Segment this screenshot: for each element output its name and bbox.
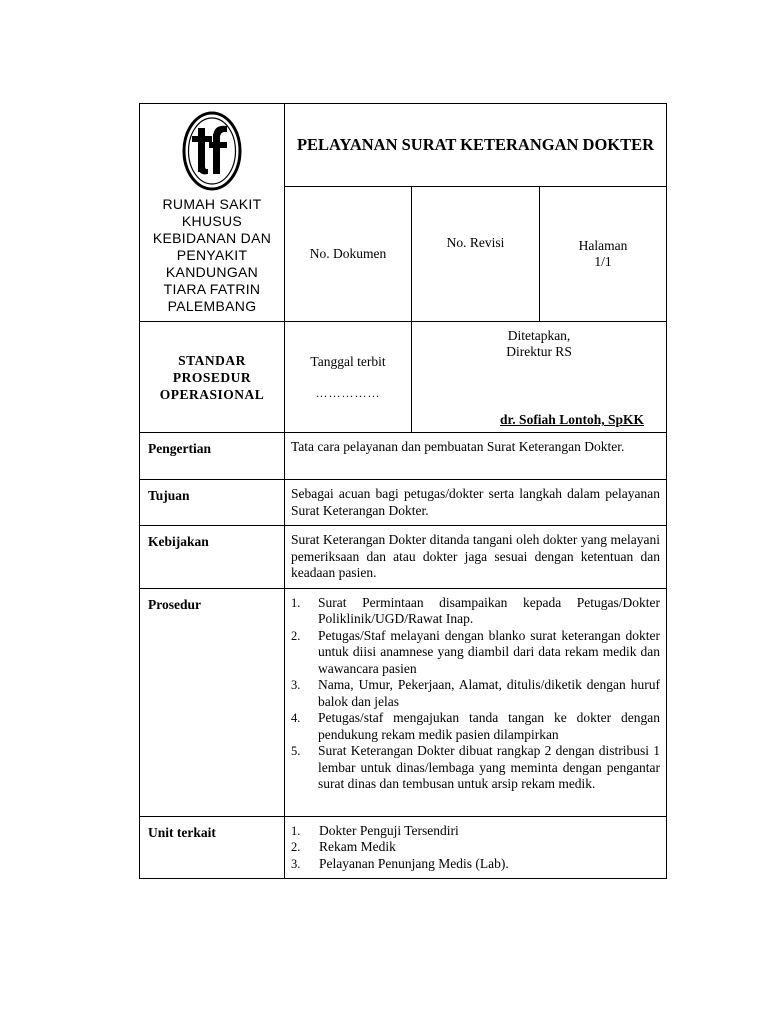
- no-revisi-label: No. Revisi: [446, 234, 505, 250]
- prosedur-cell: [285, 588, 667, 816]
- ditetapkan-label: Ditetapkan,: [507, 328, 571, 343]
- kebijakan-label: Kebijakan: [140, 526, 285, 589]
- prosedur-item: 5. Surat Keterangan Dokter dibuat rangkap 2 dengan distribusi 1 lembar untuk dinas/lembaga yang meminta dengan pengantar surat dinas dan tembusan untuk arsip rekam medik.: [291, 743, 661, 791]
- direktur-label: Direktur RS: [506, 344, 572, 359]
- halaman-value: 1/1: [594, 253, 612, 269]
- hospital-logo-icon: [181, 110, 243, 192]
- sop-document-table: [139, 103, 667, 879]
- hospital-header-cell: [140, 104, 285, 322]
- halaman-cell: [540, 186, 667, 321]
- tanggal-placeholder: ……………: [315, 385, 381, 400]
- prosedur-item: 4. Petugas/staf mengajukan tanda tangan ke dokter dengan pendukung rekam medik pasien dilampirkan: [291, 710, 661, 742]
- prosedur-item: 1. Surat Permintaan disampaikan kepada Petugas/Dokter Poliklinik/UGD/Rawat Inap.: [291, 594, 661, 626]
- signer-name: dr. Sofiah Lontoh, SpKK: [500, 412, 644, 427]
- prosedur-item: 3. Nama, Umur, Pekerjaan, Alamat, ditulis/diketik dengan huruf balok dan jelas: [291, 677, 661, 709]
- tanggal-terbit-cell: [285, 322, 412, 433]
- row-tujuan: [140, 480, 667, 526]
- unit-list: [291, 823, 660, 873]
- approval-cell: [412, 322, 667, 433]
- pengertian-label: Pengertian: [140, 433, 285, 480]
- row-pengertian: [140, 433, 667, 480]
- prosedur-list: [291, 595, 660, 793]
- unit-item: 3. Pelayanan Penunjang Medis (Lab).: [291, 855, 509, 871]
- sop-label: STANDAR PROSEDUR OPERASIONAL: [140, 322, 285, 433]
- unit-terkait-cell: [285, 816, 667, 879]
- no-revisi-cell: [412, 186, 540, 321]
- document-title: PELAYANAN SURAT KETERANGAN DOKTER: [285, 104, 667, 187]
- no-dokumen-label: No. Dokumen: [309, 245, 387, 261]
- row-unit-terkait: [140, 816, 667, 879]
- tujuan-text: Sebagai acuan bagi petugas/dokter serta langkah dalam pelayanan Surat Keterangan Dokter.: [285, 480, 667, 526]
- halaman-label: Halaman: [578, 237, 628, 253]
- row-prosedur: [140, 588, 667, 816]
- tanggal-terbit-label: Tanggal terbit: [310, 353, 386, 369]
- prosedur-label: Prosedur: [140, 588, 285, 816]
- pengertian-text: Tata cara pelayanan dan pembuatan Surat Keterangan Dokter.: [285, 433, 667, 480]
- unit-item: 2. Rekam Medik: [291, 839, 396, 854]
- row-kebijakan: [140, 526, 667, 589]
- hospital-name: RUMAH SAKIT KHUSUS KEBIDANAN DAN PENYAKIT KANDUNGAN TIARA FATRIN PALEMBANG: [152, 196, 272, 314]
- prosedur-item: 2. Petugas/Staf melayani dengan blanko surat keterangan dokter untuk diisi anamnese yang diambil dari data rekam medik dan wawancara pasien: [291, 627, 661, 676]
- tujuan-label: Tujuan: [140, 480, 285, 526]
- unit-terkait-label: Unit terkait: [140, 816, 285, 879]
- kebijakan-text: Surat Keterangan Dokter ditanda tangani oleh dokter yang melayani pemeriksaan dan atau dokter jaga sesuai dengan ketentuan dan keadaan pasien.: [285, 526, 667, 589]
- unit-item: 1. Dokter Penguji Tersendiri: [291, 822, 459, 838]
- no-dokumen-cell: [285, 186, 412, 321]
